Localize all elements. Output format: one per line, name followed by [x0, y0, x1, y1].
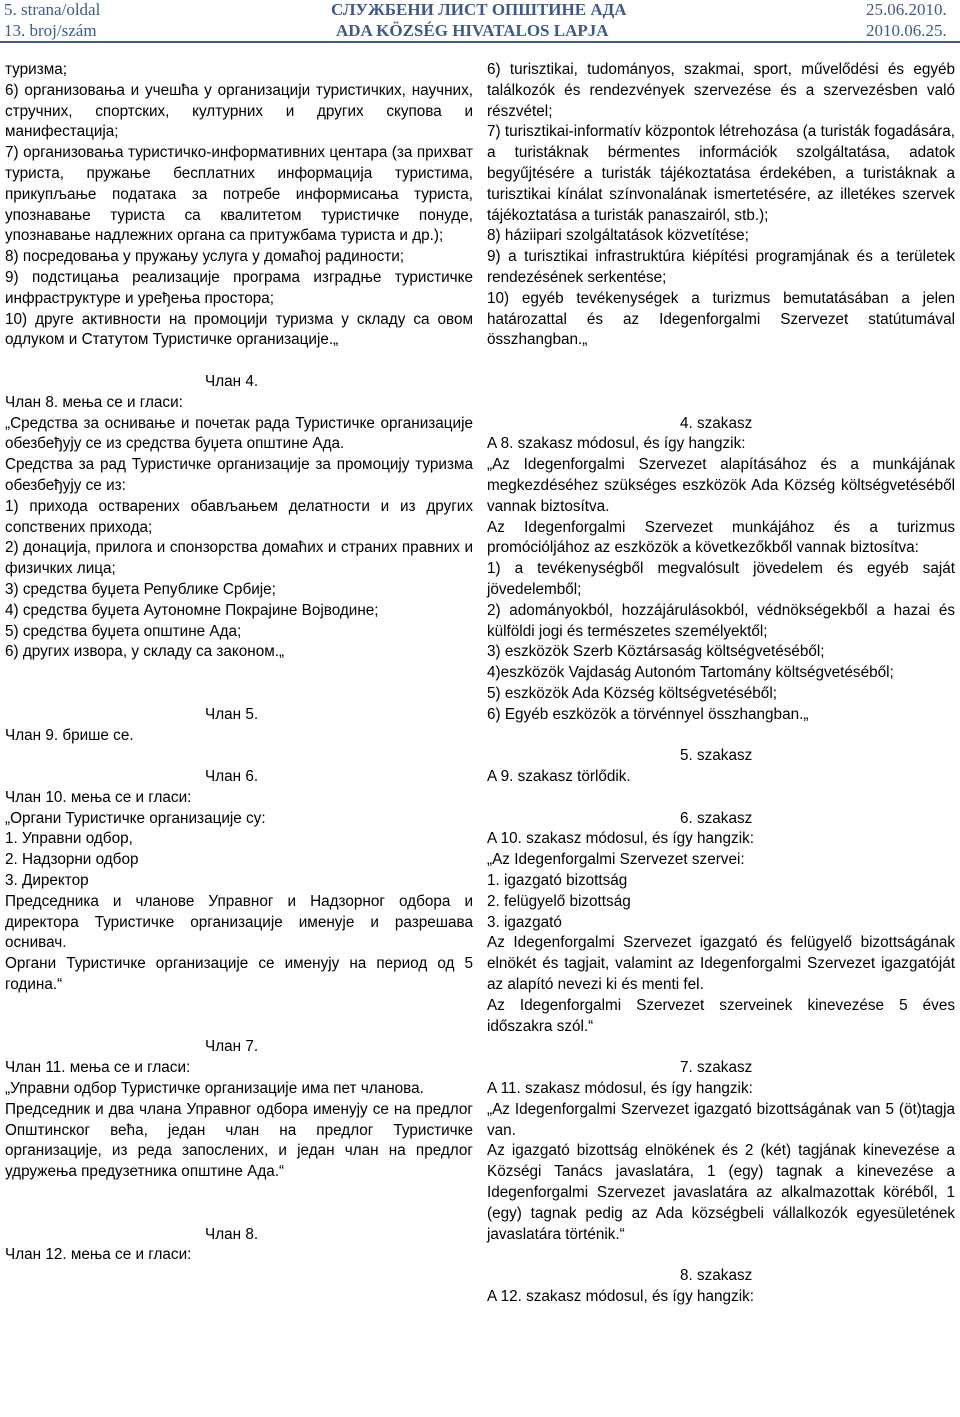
article-intro: Члан 12. мења се и гласи:: [5, 1246, 192, 1264]
paragraph: Органи Туристичке организације се именују на период од 5 година.“: [5, 955, 473, 994]
list-item: 5) eszközök Ada Község költségvetéséből;: [487, 684, 777, 702]
article-title: 4. szakasz: [680, 414, 753, 432]
list-item: 4) средства буџета Аутономне Покрајине Војводине;: [5, 601, 379, 619]
paragraph: туризма;: [5, 61, 67, 78]
list-item: 10) друге активности на промоцији туризма у складу са овом одлуком и Статутом Туристичке организације.„: [5, 310, 473, 349]
list-item: 4)eszközök Vajdaság Autonóm Tartomány költségvetéséből;: [487, 664, 894, 682]
list-item: 2. Надзорни одбор: [5, 851, 139, 869]
article-intro: A 8. szakasz módosul, és így hangzik:: [487, 435, 746, 453]
article-title: Члан 7.: [205, 1038, 259, 1056]
list-item: 5) средства буџета општине Ада;: [5, 622, 242, 640]
list-item: 1. Управни одбор,: [5, 830, 133, 848]
gazette-title-hungarian: ADA KÖZSÉG HIVATALOS LAPJA: [336, 21, 609, 40]
list-item: 3) средства буџета Републике Србије;: [5, 580, 276, 598]
article-intro: Члан 10. мења се и гласи:: [5, 788, 192, 806]
page-number: 5. strana/oldal: [4, 0, 101, 19]
list-item: 1. igazgató bizottság: [487, 872, 628, 890]
paragraph: A 9. szakasz törlődik.: [487, 768, 631, 786]
article-title: 8. szakasz: [680, 1267, 753, 1285]
list-item: 6) turisztikai, tudományos, szakmai, sport, művelődési és egyéb találkozók és rendezvények szervezése és a szervezésben való részvétel;: [487, 61, 955, 120]
issue-date-hungarian: 2010.06.25.: [866, 21, 947, 40]
article-intro: A 10. szakasz módosul, és így hangzik:: [487, 830, 754, 848]
list-item: 9) a turisztikai infrastruktúra kiépítési programjának és a területek rendezésének serkentése;: [487, 248, 955, 286]
paragraph: Az Idegenforgalmi Szervezet igazgató és felügyelő bizottságának elnökét és tagjait, valamint az Idegenforgalmi Szervezet igazgatóját az alapító nevezi ki és menti fel.: [487, 934, 955, 994]
list-item: 10) egyéb tevékenységek a turizmus bemutatásában a jelen határozattal és az Idegenforgalmi Szervezet statútumával összhangban.„: [487, 289, 955, 349]
list-item: 9) подстицања реализације програма изградње туристичке инфраструктуре и уређења простора;: [5, 268, 473, 307]
list-item: 3. igazgató: [487, 913, 562, 931]
article-intro: A 11. szakasz módosul, és így hangzik:: [487, 1080, 753, 1098]
paragraph: Az Idegenforgalmi Szervezet szerveinek kinevezése 5 éves időszakra szól.“: [487, 996, 955, 1035]
article-intro: A 12. szakasz módosul, és így hangzik:: [487, 1288, 754, 1306]
list-item: 7) turisztikai-informatív központok létrehozása (a turisták fogadására, a turistáknak bérmentes információk szolgáltatása, adatok begyűjtésére a turisták tájékoztatása érdekében, a turistáknak a turisztikai kínálat színvonalának ismertetésére, az illetékes szervek tájékoztatása a turisták panaszairól, stb.);: [487, 123, 955, 224]
list-item: 2. felügyelő bizottság: [487, 892, 631, 910]
article-title: Члан 5.: [205, 705, 259, 723]
paragraph: Председник и два члана Управног одбора именују се на предлог Општинског већа, један члан на предлог Туристичке организације, из реда запослених, и један члан на предлог удружења предузетника општине Ада.“: [5, 1100, 473, 1181]
gazette-title-serbian: СЛУЖБЕНИ ЛИСТ ОПШТИНЕ АДА: [331, 0, 627, 19]
article-title: 7. szakasz: [680, 1059, 753, 1077]
paragraph: „Средства за оснивање и почетак рада Туристичке организације обезбеђују се из средства буџета општине Ада.: [5, 414, 473, 453]
paragraph: Члан 9. брише се.: [5, 726, 134, 744]
paragraph: Председника и чланове Управног и Надзорног одбора и директора Туристичке организације именује и разрешава оснивач.: [5, 892, 473, 952]
paragraph: „Управни одбор Туристичке организације има пет чланова.: [5, 1080, 424, 1098]
issue-date-serbian: 25.06.2010.: [866, 0, 947, 19]
list-item: 6) других извора, у складу са законом.„: [5, 643, 285, 661]
list-item: 6) Egyéb eszközök a törvénnyel összhangban.„: [487, 705, 809, 723]
article-title: Члан 6.: [205, 768, 259, 786]
paragraph: „Az Idegenforgalmi Szervezet alapításához és a munkájának megkezdéséhez szükséges eszközök Ada Község költségvetéséből vannak biztosítva.: [487, 456, 955, 515]
page-header: [0, 0, 960, 40]
list-item: 6) организовања и учешћа у организацији туристичких, научних, стручних, спортских, културних и других скупова и манифестација;: [5, 81, 473, 141]
hungarian-column: [487, 60, 955, 1308]
serbian-column: [5, 60, 473, 1266]
paragraph: „Az Idegenforgalmi Szervezet igazgató bizottságának van 5 (öt)tagja van.: [487, 1100, 955, 1139]
list-item: 2) донација, прилога и спонзорства домаћих и страних правних и физичких лица;: [5, 539, 473, 578]
article-intro: Члан 8. мења се и гласи:: [5, 393, 183, 411]
paragraph: Средства за рад Туристичке организације за промоцију туризма обезбеђују се из:: [5, 456, 473, 494]
list-item: 7) организовања туристичко-информативних центара (за прихват туриста, пружање бесплатних информација туристима, прикупљање података за потребе информисања туриста, упознавање туриста са квалитетом туристичке понуде, упознавање надлежних органа са притужбама туриста и др.);: [5, 144, 473, 245]
list-item: 8) посредовања у пружању услуга у домаћој радиности;: [5, 248, 405, 266]
paragraph: Az igazgató bizottság elnökének és 2 (két) tagjának kinevezése a Községi Tanács javaslatára, 1 (egy) tagnak a kinevezése a Idegenforgalmi Szervezet javaslatára az alkalmazottak köréből, 1 (egy) tagnak pedig az Ada községbeli vállalkozók egyesületének javaslatára történik.“: [487, 1142, 955, 1243]
article-title: 5. szakasz: [680, 747, 753, 765]
issue-number: 13. broj/szám: [4, 21, 97, 40]
paragraph: „Az Idegenforgalmi Szervezet szervei:: [487, 851, 745, 869]
list-item: 8) háziipari szolgáltatások közvetítése;: [487, 227, 749, 245]
list-item: 3. Директор: [5, 872, 89, 890]
paragraph: „Органи Туристичке организације су:: [5, 809, 266, 827]
list-item: 1) a tevékenységből megvalósult jövedelem és egyéb saját jövedelemből;: [487, 560, 955, 598]
article-intro: Члан 11. мења се и гласи:: [5, 1059, 191, 1077]
article-title: Члан 4.: [205, 372, 259, 390]
list-item: 1) прихода остварених обављањем делатности и из других сопствених прихода;: [5, 497, 473, 536]
article-title: 6. szakasz: [680, 809, 753, 827]
header-divider: [0, 41, 960, 43]
paragraph: Az Idegenforgalmi Szervezet munkájához és a turizmus promócióljához az eszközök a következőkből vannak biztosítva:: [487, 518, 955, 557]
list-item: 2) adományokból, hozzájárulásokból, védnökségekből a hazai és külföldi jogi és természetes személyektől;: [487, 601, 955, 640]
list-item: 3) eszközök Szerb Köztársaság költségvetéséből;: [487, 643, 825, 661]
article-title: Члан 8.: [205, 1225, 259, 1243]
